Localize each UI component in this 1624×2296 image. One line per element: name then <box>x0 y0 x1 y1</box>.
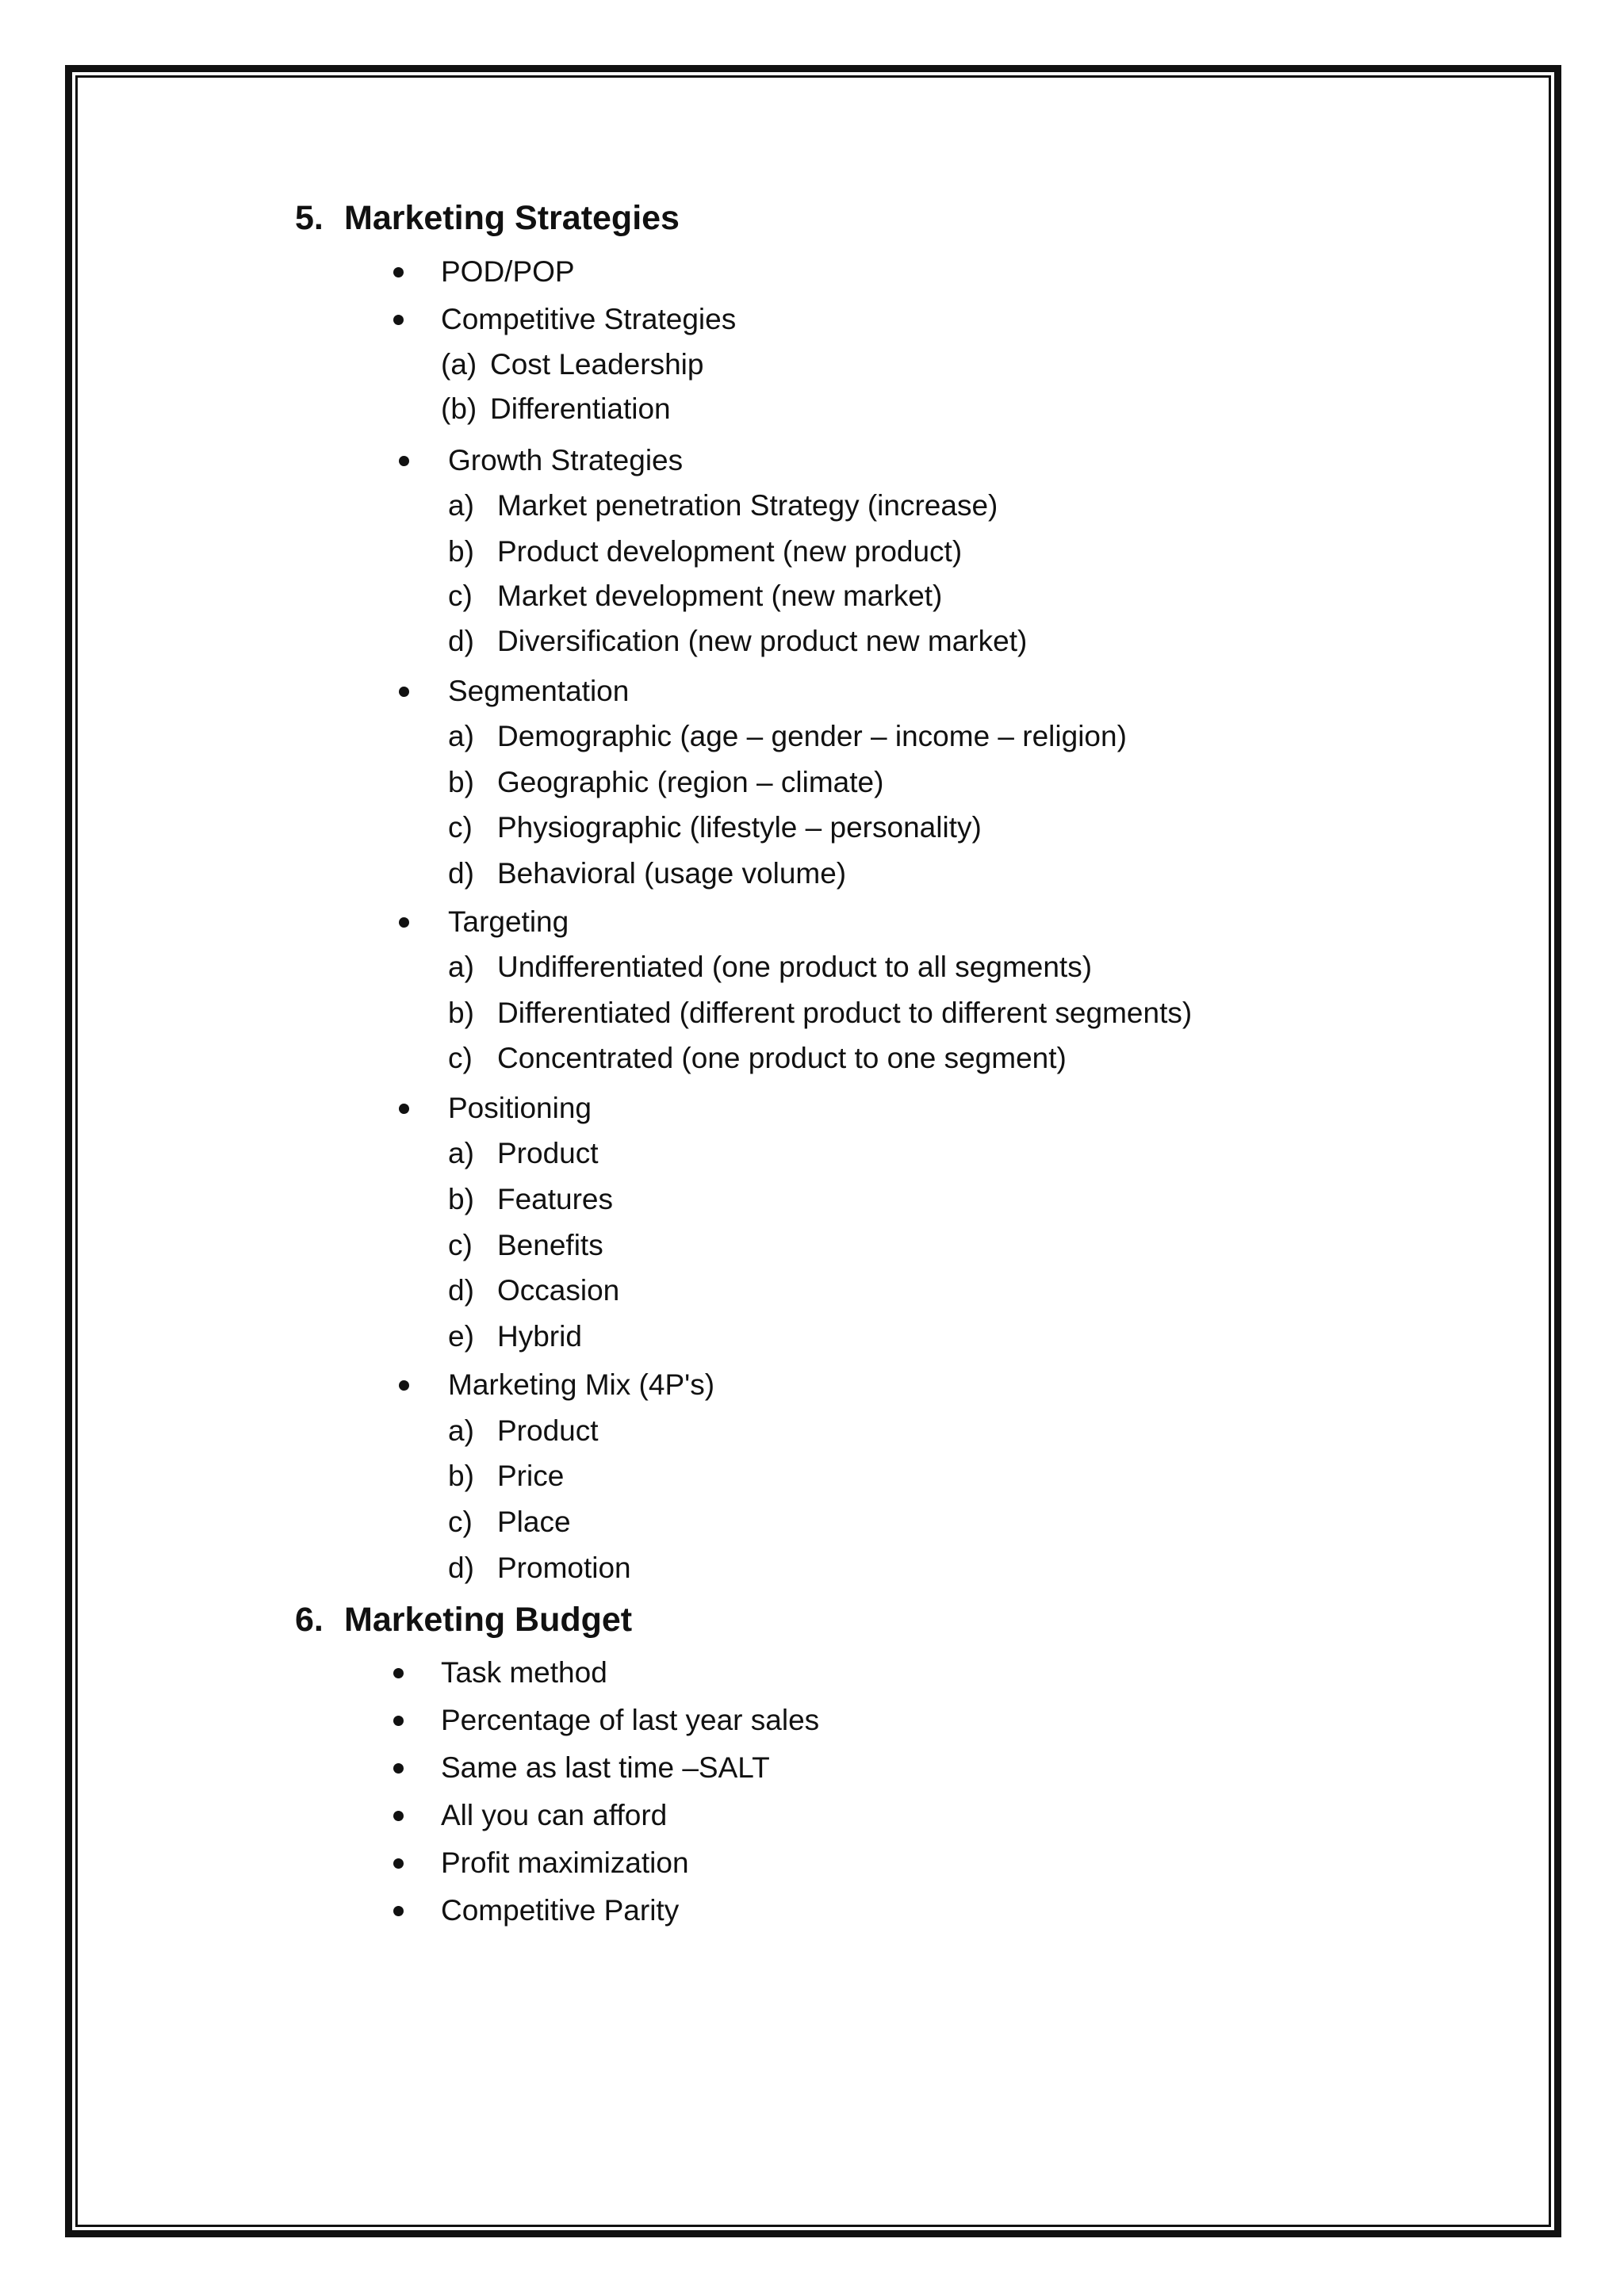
bullet-item: Percentage of last year sales <box>441 1704 820 1736</box>
sub-item-text: Product <box>497 1137 599 1169</box>
section-heading <box>295 201 680 235</box>
sub-item-text: Differentiated (different product to different segments) <box>497 997 1193 1029</box>
bullet-item: All you can afford <box>441 1799 668 1831</box>
sub-item <box>448 1276 619 1305</box>
sub-item-marker: a) <box>448 489 474 522</box>
sub-item-marker: a) <box>448 1137 474 1169</box>
sub-item-marker: b) <box>448 1460 474 1492</box>
sub-item-marker: a) <box>448 1414 474 1447</box>
bullet-item: Task method <box>441 1656 607 1689</box>
sub-item-text: Concentrated (one product to one segment) <box>497 1042 1067 1074</box>
bullet-icon <box>393 1716 404 1726</box>
sub-item-text: Product development (new product) <box>497 535 963 568</box>
sub-item-marker: b) <box>448 997 474 1029</box>
sub-item <box>448 537 962 566</box>
bullet-icon <box>399 1380 409 1391</box>
bullet-icon <box>393 1668 404 1678</box>
sub-item-marker: c) <box>448 811 473 844</box>
bullet-item: Competitive Strategies <box>441 303 737 335</box>
sub-item-text: Behavioral (usage volume) <box>497 857 847 890</box>
sub-item-text: Promotion <box>497 1552 631 1584</box>
sub-item-marker: a) <box>448 720 474 752</box>
section-number: 6. <box>295 1601 324 1639</box>
sub-item <box>448 998 1192 1027</box>
bullet-icon <box>393 1906 404 1916</box>
sub-item-text: Differentiation <box>490 392 671 425</box>
sub-item <box>448 1138 599 1168</box>
sub-item-marker: (b) <box>441 392 477 425</box>
sub-item-text: Physiographic (lifestyle – personality) <box>497 811 982 844</box>
sub-item-marker: c) <box>448 1506 473 1538</box>
sub-item-text: Price <box>497 1460 565 1492</box>
sub-item <box>448 1416 599 1445</box>
bullet-item: Marketing Mix (4P's) <box>448 1368 715 1401</box>
bullet-icon <box>399 456 409 466</box>
sub-item <box>448 581 942 610</box>
sub-item <box>441 394 671 423</box>
bullet-icon <box>393 1858 404 1869</box>
bullet-icon <box>399 1104 409 1114</box>
sub-item-marker: d) <box>448 1552 474 1584</box>
section-title: Marketing Strategies <box>344 199 680 237</box>
bullet-item: Targeting <box>448 905 569 938</box>
sub-item-marker: (a) <box>441 348 477 381</box>
sub-item <box>448 952 1092 982</box>
sub-item <box>448 1322 582 1351</box>
section-title: Marketing Budget <box>344 1601 633 1639</box>
sub-item-marker: a) <box>448 951 474 983</box>
sub-item <box>448 859 846 888</box>
bullet-item: Growth Strategies <box>448 444 684 476</box>
sub-item-text: Market development (new market) <box>497 580 943 612</box>
sub-item-text: Market penetration Strategy (increase) <box>497 489 998 522</box>
sub-item <box>448 626 1027 656</box>
sub-item-text: Product <box>497 1414 599 1447</box>
sub-item <box>448 1230 603 1260</box>
sub-item <box>448 1184 613 1214</box>
sub-item-marker: b) <box>448 535 474 568</box>
bullet-item: POD/POP <box>441 255 575 288</box>
sub-item <box>448 813 982 842</box>
sub-item-text: Hybrid <box>497 1320 582 1353</box>
sub-item-marker: d) <box>448 857 474 890</box>
sub-item-text: Place <box>497 1506 571 1538</box>
bullet-item: Segmentation <box>448 675 630 707</box>
sub-item <box>448 721 1127 751</box>
section-number: 5. <box>295 199 324 237</box>
sub-item-text: Features <box>497 1183 614 1215</box>
sub-item-text: Benefits <box>497 1229 603 1261</box>
sub-item-marker: b) <box>448 766 474 798</box>
sub-item-marker: c) <box>448 1229 473 1261</box>
bullet-icon <box>393 267 404 277</box>
sub-item <box>448 491 998 520</box>
sub-item-text: Cost Leadership <box>490 348 704 381</box>
sub-item <box>448 1461 564 1490</box>
sub-item-text: Undifferentiated (one product to all segments) <box>497 951 1093 983</box>
sub-item <box>448 1507 571 1536</box>
bullet-icon <box>399 917 409 928</box>
bullet-item: Competitive Parity <box>441 1894 680 1927</box>
sub-item <box>448 1553 631 1582</box>
sub-item-marker: d) <box>448 1274 474 1307</box>
sub-item-text: Geographic (region – climate) <box>497 766 884 798</box>
bullet-item: Same as last time –SALT <box>441 1751 770 1784</box>
sub-item-text: Diversification (new product new market) <box>497 625 1028 657</box>
sub-item-marker: b) <box>448 1183 474 1215</box>
bullet-item: Positioning <box>448 1092 592 1124</box>
bullet-icon <box>393 1811 404 1821</box>
sub-item-marker: e) <box>448 1320 474 1353</box>
section-heading <box>295 1603 632 1637</box>
sub-item <box>441 350 703 379</box>
sub-item-marker: c) <box>448 1042 473 1074</box>
sub-item <box>448 767 883 797</box>
bullet-icon <box>393 315 404 325</box>
bullet-icon <box>399 687 409 697</box>
sub-item-text: Demographic (age – gender – income – religion) <box>497 720 1127 752</box>
sub-item <box>448 1043 1067 1073</box>
bullet-item: Profit maximization <box>441 1846 689 1879</box>
bullet-icon <box>393 1763 404 1774</box>
sub-item-marker: c) <box>448 580 473 612</box>
sub-item-marker: d) <box>448 625 474 657</box>
sub-item-text: Occasion <box>497 1274 620 1307</box>
